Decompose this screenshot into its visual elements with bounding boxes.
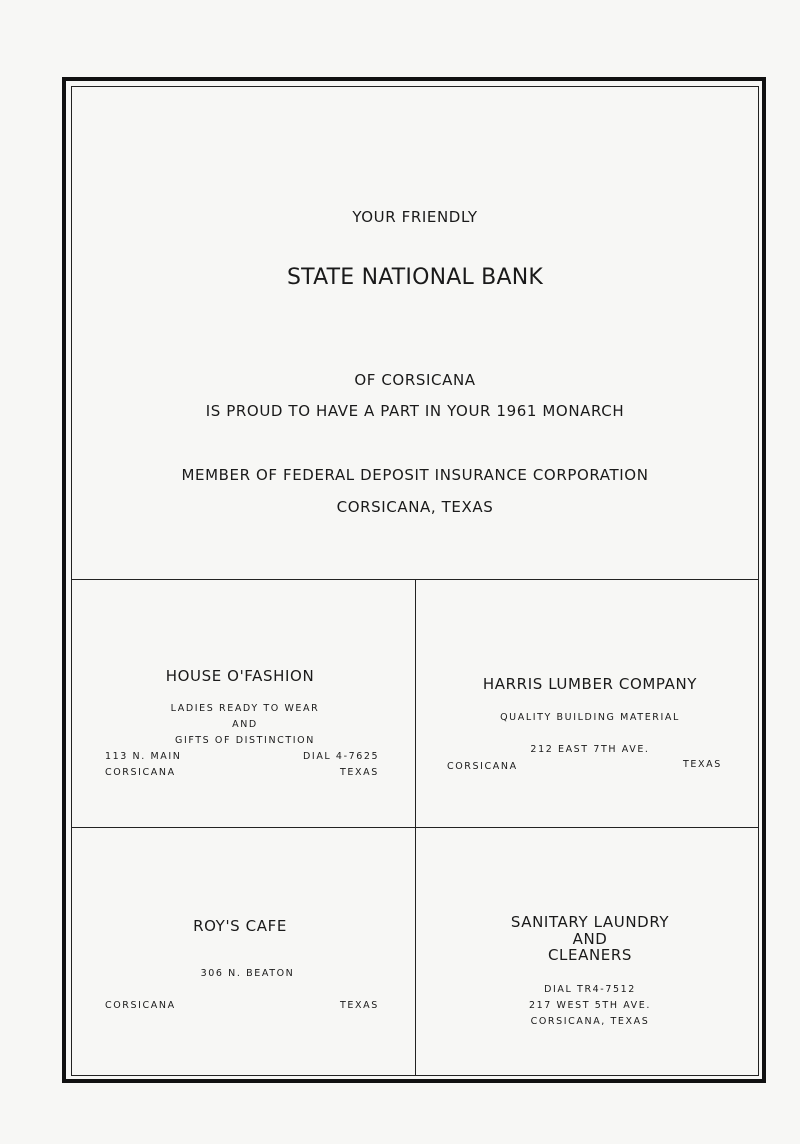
ad-line: GIFTS OF DISTINCTION	[175, 735, 315, 746]
ad-state: TEXAS	[340, 767, 379, 778]
bank-city-line: CORSICANA, TEXAS	[336, 498, 494, 516]
bank-intro-line: YOUR FRIENDLY	[352, 208, 478, 226]
ad-phone: DIAL 4-7625	[303, 751, 380, 762]
ad-address: 212 EAST 7TH AVE.	[530, 744, 650, 755]
ad-title: AND	[572, 930, 608, 948]
bank-name: STATE NATIONAL BANK	[287, 265, 543, 290]
ad-state: TEXAS	[340, 1000, 379, 1011]
ads-column-divider	[415, 579, 416, 1076]
bank-fdic-line: MEMBER OF FEDERAL DEPOSIT INSURANCE CORPORATION	[181, 466, 649, 484]
ad-tagline: QUALITY BUILDING MATERIAL	[500, 712, 680, 723]
ad-state: TEXAS	[683, 759, 722, 770]
ad-title: ROY'S CAFE	[193, 917, 287, 935]
ad-line: LADIES READY TO WEAR	[170, 703, 320, 714]
ad-line: AND	[232, 719, 258, 730]
ad-city-state: CORSICANA, TEXAS	[530, 1016, 650, 1027]
ad-phone: DIAL TR4-7512	[544, 984, 636, 995]
ad-title: HARRIS LUMBER COMPANY	[482, 675, 698, 693]
ad-city: CORSICANA	[447, 761, 518, 772]
ad-address: 113 N. MAIN	[105, 751, 182, 762]
ad-title: SANITARY LAUNDRY	[510, 913, 670, 931]
bank-proud-line: IS PROUD TO HAVE A PART IN YOUR 1961 MONARCH	[205, 402, 625, 420]
ad-city: CORSICANA	[105, 767, 176, 778]
bank-location-line: OF CORSICANA	[354, 371, 476, 389]
ad-title: HOUSE O'FASHION	[165, 667, 315, 685]
ad-address: 306 N. BEATON	[200, 968, 295, 979]
ad-address: 217 WEST 5TH AVE.	[528, 1000, 652, 1011]
ad-city: CORSICANA	[105, 1000, 176, 1011]
ad-title: CLEANERS	[547, 946, 632, 964]
